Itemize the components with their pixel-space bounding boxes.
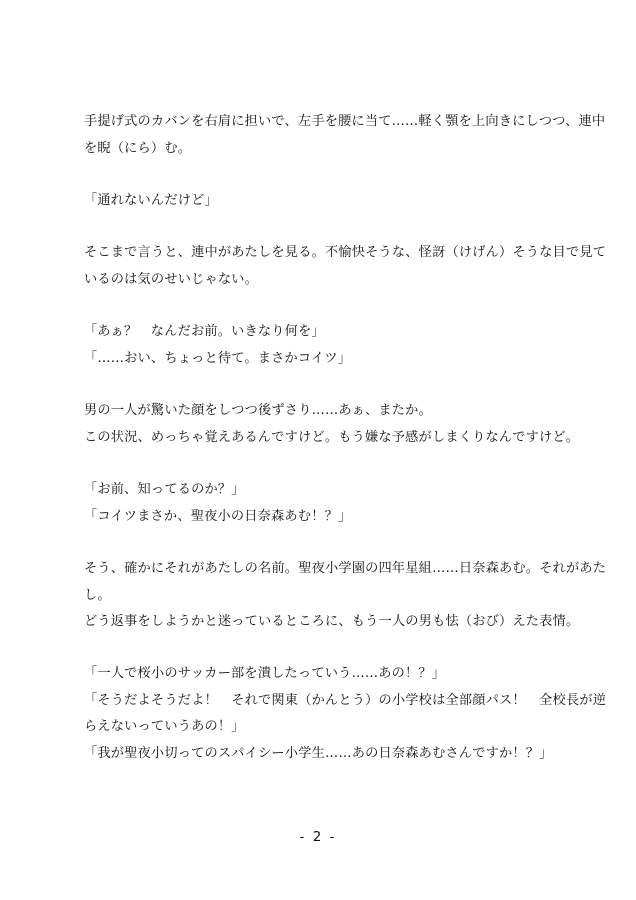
text-line: いるのは気のせいじゃない。: [84, 272, 259, 287]
text-line: 男の一人が驚いた顔をしつつ後ずさり……あぁ、またか。: [84, 403, 432, 418]
text-line: そこまで言うと、連中があたしを見る。不愉快そうな、怪訝（けげん）そうな目で見て: [84, 245, 607, 260]
text-line: 手提げ式のカバンを右肩に担いで、左手を腰に当て……軽く顎を上向きにしつつ、連中: [84, 114, 606, 129]
page-number: - 2 -: [299, 829, 337, 845]
text-line: そう、確かにそれがあたしの名前。聖夜小学園の四年星組……日奈森あむ。それがあた: [84, 561, 607, 576]
text-line: 「通れないんだけど」: [84, 193, 218, 208]
text-line: 「お前、知ってるのか？」: [84, 482, 245, 497]
text-line: 「そうだよそうだよ！ それで関東（かんとう）の小学校は全部顔パス！ 全校長が逆: [84, 693, 607, 708]
text-line: 「一人で桜小のサッカー部を潰したっていう……あの！？」: [84, 666, 446, 681]
text-line: 「我が聖夜小切ってのスパイシー小学生……あの日奈森あむさんですか！？」: [84, 746, 553, 761]
text-line: し。: [84, 588, 111, 603]
text-line: 「あぁ？ なんだお前。いきなり何を」: [84, 324, 325, 339]
text-line: らえないっていうあの！」: [84, 719, 245, 734]
text-line: この状況、めっちゃ覚えあるんですけど。もう嫌な予感がしまくりなんですけど。: [84, 430, 580, 445]
text-line: 「……おい、ちょっと待て。まさかコイツ」: [84, 351, 352, 366]
text-line: どう返事をしようかと迷っているところに、もう一人の男も怯（おび）えた表情。: [84, 614, 580, 629]
text-line: を睨（にら）む。: [84, 141, 192, 156]
text-line: 「コイツまさか、聖夜小の日奈森あむ！？」: [84, 509, 352, 524]
